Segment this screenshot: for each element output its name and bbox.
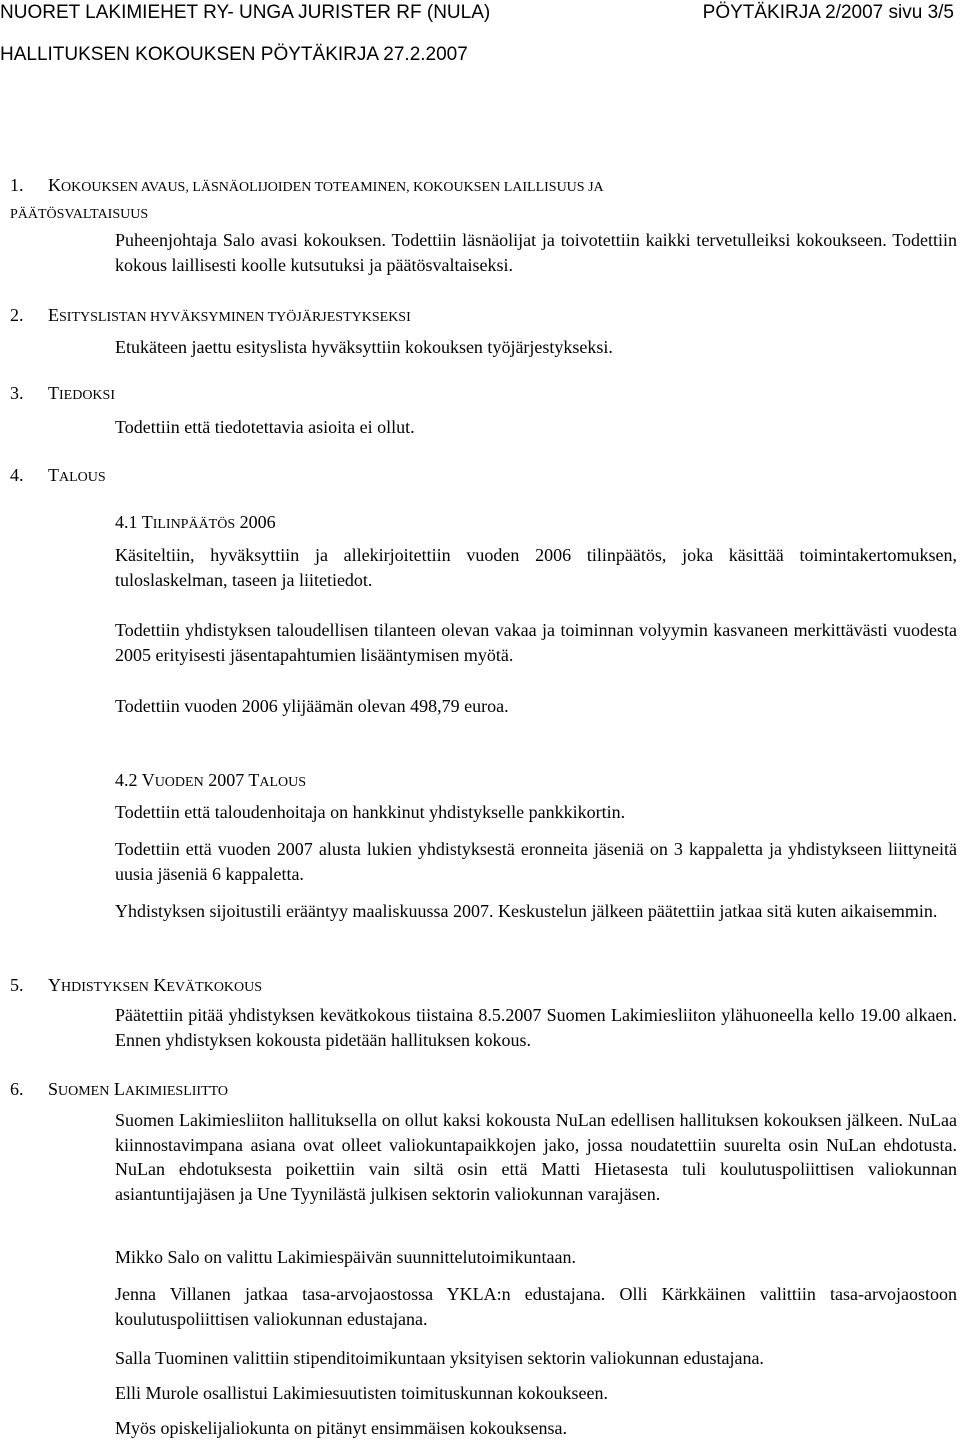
section-6-paragraph: Myös opiskelijaliokunta on pitänyt ensimmäisen kokouksensa.	[115, 1418, 567, 1438]
section-1-heading-cont: PÄÄTÖSVALTAISUUS	[10, 207, 149, 222]
page-info: PÖYTÄKIRJA 2/2007 sivu 3/5	[702, 2, 954, 23]
section-3-heading: TIEDOKSI	[48, 383, 115, 403]
subsection-4-2-paragraph: Yhdistyksen sijoitustili erääntyy maaliskuussa 2007. Keskustelun jälkeen päätettiin jatkaa sitä kuten aikaisemmin.	[115, 901, 938, 921]
section-6-paragraph: Suomen Lakimiesliiton hallituksella on ollut kaksi kokousta NuLan edellisen hallituksen kokouksen jälkeen. NuLaa kiinnostavimpana asiana ovat olleet valiokuntapaikkojen jako, jossa noudatettiin suurelta osin NuLan ehdotusta. NuLan ehdotuksesta poikettiin vain siltä osin että Matti Hietasesta tuli koulutuspoliittisen valiokunnan asiantuntijajäsen ja Une Tyynilästä julkisen sektorin valiokunnan varajäsen.	[115, 1110, 957, 1204]
subsection-4-1-paragraph: Todettiin vuoden 2006 ylijäämän olevan 498,79 euroa.	[115, 696, 509, 716]
section-2-body: Etukäteen jaettu esityslista hyväksyttiin kokouksen työjärjestykseksi.	[115, 337, 613, 357]
document-title-text: HALLITUKSEN KOKOUKSEN PÖYTÄKIRJA 27.2.2007	[0, 44, 468, 65]
section-2-number: 2.	[10, 305, 24, 325]
section-5-body: Päätettiin pitää yhdistyksen kevätkokous tiistaina 8.5.2007 Suomen Lakimiesliiton ylähuoneella kello 19.00 alkaen. Ennen yhdistyksen kokousta pidetään hallituksen kokous.	[115, 1005, 957, 1050]
section-4-heading: TALOUS	[48, 465, 106, 485]
section-6-paragraph: Jenna Villanen jatkaa tasa-arvojaostossa YKLA:n edustajana. Olli Kärkkäinen valittiin tasa-arvojaostoon koulutuspoliittisen valiokunnan edustajana.	[115, 1284, 957, 1329]
section-3-body: Todettiin että tiedotettavia asioita ei ollut.	[115, 417, 415, 437]
subsection-4-2-heading: 4.2 VUODEN 2007 TALOUS	[115, 770, 307, 790]
section-6-heading: SUOMEN LAKIMIESLIITTO	[48, 1079, 229, 1099]
section-6-paragraph: Salla Tuominen valittiin stipenditoimikuntaan yksityisen sektorin valiokunnan edustajana.	[115, 1348, 764, 1368]
subsection-4-2-paragraph: Todettiin että vuoden 2007 alusta lukien yhdistyksestä eronneita jäseniä on 3 kappaletta ja yhdistykseen liittyneitä uusia jäseniä 6 kappaletta.	[115, 839, 957, 884]
section-5-number: 5.	[10, 975, 24, 995]
subsection-4-1-heading: 4.1 TILINPÄÄTÖS 2006	[115, 512, 276, 532]
section-6-paragraph: Mikko Salo on valittu Lakimiespäivän suunnittelutoimikuntaan.	[115, 1247, 576, 1267]
organization-name: NUORET LAKIMIEHET RY- UNGA JURISTER RF (NULA)	[0, 2, 491, 23]
section-3-number: 3.	[10, 383, 24, 403]
subsection-4-1-paragraph: Käsiteltiin, hyväksyttiin ja allekirjoitettiin vuoden 2006 tilinpäätös, joka käsittää toimintakertomuksen, tuloslaskelman, taseen ja liitetiedot.	[115, 545, 957, 590]
subsection-4-1-paragraph: Todettiin yhdistyksen taloudellisen tilanteen olevan vakaa ja toiminnan volyymin kasvaneen merkittävästi vuodesta 2005 erityisesti jäsentapahtumien lisääntymisen myötä.	[115, 620, 957, 665]
section-4-number: 4.	[10, 465, 24, 485]
section-1-number: 1.	[10, 175, 24, 195]
subsection-4-2-paragraph: Todettiin että taloudenhoitaja on hankkinut yhdistykselle pankkikortin.	[115, 802, 626, 822]
section-2-heading: ESITYSLISTAN HYVÄKSYMINEN TYÖJÄRJESTYKSEKSI	[48, 305, 411, 325]
section-1-heading: KOKOUKSEN AVAUS, LÄSNÄOLIJOIDEN TOTEAMINEN, KOKOUKSEN LAILLISUUS JA	[48, 175, 604, 195]
section-1-body: Puheenjohtaja Salo avasi kokouksen. Todettiin läsnäolijat ja toivotettiin kaikki tervetulleiksi kokoukseen. Todettiin kokous laillisesti koolle kutsutuksi ja päätösvaltaiseksi.	[115, 230, 957, 275]
section-6-paragraph: Elli Murole osallistui Lakimiesuutisten toimituskunnan kokoukseen.	[115, 1383, 608, 1403]
section-5-heading: YHDISTYKSEN KEVÄTKOKOUS	[48, 975, 263, 995]
section-6-number: 6.	[10, 1079, 24, 1099]
